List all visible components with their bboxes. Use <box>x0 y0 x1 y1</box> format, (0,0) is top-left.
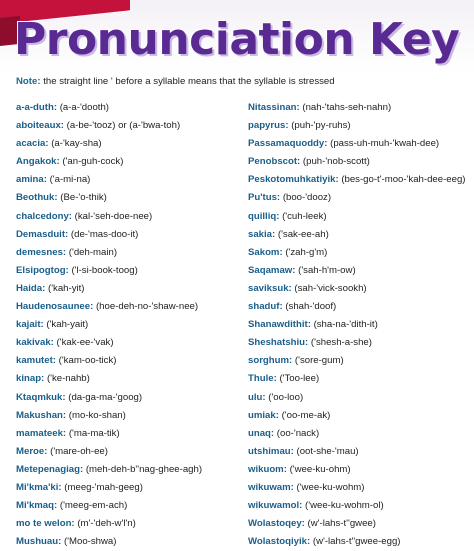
glossary-entry <box>16 226 246 244</box>
glossary-entry <box>16 389 246 407</box>
entry-pronunciation: (pass-uh-muh-'kwah-dee) <box>330 138 440 150</box>
entry-term: Meroe: <box>16 445 48 457</box>
glossary-entry <box>248 461 474 479</box>
entry-pronunciation: (a-a-'dooth) <box>59 102 109 113</box>
entry-term: aboiteaux: <box>16 120 64 132</box>
entry-pronunciation: ('sore-gum) <box>294 355 344 367</box>
entry-term: mamateek: <box>16 427 67 439</box>
entry-pronunciation: (meh-deh-b''nag-ghee-agh) <box>85 463 203 475</box>
entry-term: Angakok: <box>16 156 60 168</box>
glossary-entry <box>248 443 474 461</box>
glossary-entry <box>248 479 474 497</box>
entry-pronunciation: ('kak-ee-'vak) <box>56 337 114 349</box>
entry-term: Peskotomuhkatiyik: <box>248 174 339 186</box>
entry-pronunciation: (a-'kay-sha) <box>51 138 102 150</box>
entry-term: Haudenosaunee: <box>16 301 94 313</box>
entry-pronunciation: (oo-'nack) <box>276 427 320 439</box>
entry-term: umiak: <box>248 409 279 421</box>
entry-pronunciation: (w'-lahs-t''gwee-egg) <box>312 536 401 548</box>
glossary-entry <box>248 171 474 189</box>
entry-pronunciation: ('meeg-em-ach) <box>59 500 128 512</box>
glossary-entry <box>248 298 474 316</box>
entry-pronunciation: ('cuh-leek) <box>282 210 327 222</box>
glossary-entry <box>248 262 474 280</box>
entry-term: Shanawdithit: <box>248 319 311 331</box>
glossary-entry <box>16 316 246 334</box>
entry-term: mo te welon: <box>16 518 75 530</box>
entry-pronunciation: (nah-'tahs-seh-nahn) <box>302 102 392 113</box>
entry-term: wikuwam: <box>248 481 294 493</box>
entry-term: Wolastoqey: <box>248 518 305 530</box>
entry-term: papyrus: <box>248 120 289 132</box>
entry-term: saviksuk: <box>248 282 292 294</box>
entry-pronunciation: (w'-lahs-t''gwee) <box>307 518 376 530</box>
entry-pronunciation: ('an-guh-cock) <box>62 156 124 168</box>
entry-term: Beothuk: <box>16 192 58 204</box>
entry-term: Demasduit: <box>16 228 69 240</box>
entry-pronunciation: (da-ga-ma-'goog) <box>68 391 143 403</box>
glossary-entry <box>248 153 474 171</box>
note-text: the straight line ' before a syllable means that the syllable is stressed <box>43 76 335 87</box>
glossary-entry <box>16 298 246 316</box>
entry-term: shaduf: <box>248 301 283 313</box>
entry-term: wikuom: <box>248 463 287 475</box>
glossary-entry <box>248 515 474 533</box>
entry-pronunciation: ('oo-me-ak) <box>281 409 331 421</box>
glossary-entry <box>248 425 474 443</box>
page-title: Pronunciation Key <box>14 14 460 65</box>
glossary-entry <box>16 262 246 280</box>
entry-pronunciation: (a-be-'tooz) or (a-'bwa-toh) <box>66 120 181 132</box>
glossary-entry <box>16 117 246 135</box>
glossary-entry <box>16 135 246 153</box>
glossary-entry <box>248 407 474 425</box>
entry-term: a-a-duth: <box>16 102 58 113</box>
glossary-entry <box>248 117 474 135</box>
entry-term: Sheshatshiu: <box>248 337 309 349</box>
entry-pronunciation: ('deh-main) <box>68 246 118 258</box>
glossary-entry <box>248 334 474 352</box>
glossary-entry <box>248 135 474 153</box>
entry-pronunciation: (de-'mas-doo-it) <box>70 228 139 240</box>
entry-term: Saqamaw: <box>248 264 296 276</box>
entry-term: quilliq: <box>248 210 280 222</box>
entry-pronunciation: ('Moo-shwa) <box>63 536 117 548</box>
entry-term: Mi'kmaq: <box>16 500 58 512</box>
entry-pronunciation: ('sah-h'm-ow) <box>298 264 356 276</box>
entry-term: Ktaqmkuk: <box>16 391 66 403</box>
entry-pronunciation: ('oo-loo) <box>268 391 304 403</box>
glossary-entry <box>16 479 246 497</box>
entry-term: utshimau: <box>248 445 294 457</box>
entry-pronunciation: (bes-go-t'-moo-'kah-dee-eeg) <box>341 174 466 186</box>
glossary-entry <box>16 533 246 551</box>
glossary-entry <box>248 99 474 117</box>
entry-term: Haida: <box>16 282 46 294</box>
entry-pronunciation: (sah-'vick-sookh) <box>294 282 367 294</box>
entry-term: sorghum: <box>248 355 293 367</box>
glossary-entry <box>16 280 246 298</box>
glossary-entry <box>248 352 474 370</box>
entry-term: Pu'tus: <box>248 192 281 204</box>
entry-term: ulu: <box>248 391 266 403</box>
entry-pronunciation: ('l-si-book-toog) <box>71 264 138 276</box>
right-column <box>248 99 474 551</box>
glossary-entry <box>248 533 474 551</box>
entry-term: Penobscot: <box>248 156 301 168</box>
entry-term: Mi'kma'ki: <box>16 481 62 493</box>
glossary-entry <box>16 425 246 443</box>
entry-term: Metepenagiag: <box>16 463 84 475</box>
entry-pronunciation: (puh-'nob-scott) <box>302 156 370 168</box>
entry-term: Passamaquoddy: <box>248 138 328 150</box>
glossary-entry <box>16 208 246 226</box>
note-label: Note: <box>16 76 41 87</box>
glossary-entry <box>16 352 246 370</box>
glossary-entry <box>248 370 474 388</box>
entry-pronunciation: (meeg-'mah-geeg) <box>64 481 143 493</box>
entry-pronunciation: (Be-'o-thik) <box>60 192 107 204</box>
entry-term: Sakom: <box>248 246 283 258</box>
title-banner <box>0 0 474 72</box>
entry-pronunciation: (kal-'seh-doe-nee) <box>74 210 153 222</box>
glossary-entry <box>16 407 246 425</box>
glossary-entry <box>16 370 246 388</box>
glossary-entry <box>16 189 246 207</box>
glossary-entry <box>16 244 246 262</box>
entry-term: kajait: <box>16 319 44 331</box>
entry-term: sakia: <box>248 228 276 240</box>
glossary-entry <box>248 497 474 515</box>
entry-pronunciation: ('zah-g'm) <box>285 246 328 258</box>
stress-note <box>16 76 461 87</box>
entry-pronunciation: (puh-'py-ruhs) <box>291 120 351 132</box>
glossary-entry <box>248 226 474 244</box>
entry-pronunciation: (shah-'doof) <box>285 301 337 313</box>
entry-term: Elsipogtog: <box>16 264 69 276</box>
entry-pronunciation: ('kah-yait) <box>46 319 89 331</box>
entry-pronunciation: (sha-na-'dith-it) <box>313 319 378 331</box>
entry-pronunciation: ('kah-yit) <box>48 282 85 294</box>
entry-term: Thule: <box>248 373 277 385</box>
entry-term: Nitassinan: <box>248 102 300 113</box>
glossary-entry <box>16 461 246 479</box>
glossary-entry <box>248 189 474 207</box>
entry-pronunciation: (mo-ko-shan) <box>68 409 126 421</box>
glossary-entry <box>16 443 246 461</box>
glossary-entry <box>16 334 246 352</box>
entry-pronunciation: (hoe-deh-no-'shaw-nee) <box>95 301 199 313</box>
entry-pronunciation: ('wee-ku-wohm) <box>296 481 365 493</box>
glossary-entry <box>248 208 474 226</box>
left-column <box>16 99 246 551</box>
glossary-entry <box>248 244 474 262</box>
entry-term: kakivak: <box>16 337 54 349</box>
entry-pronunciation: ('kam-oo-tick) <box>58 355 117 367</box>
entry-pronunciation: ('Too-lee) <box>279 373 320 385</box>
entry-pronunciation: ('sak-ee-ah) <box>277 228 329 240</box>
glossary-entry <box>16 99 246 117</box>
entry-pronunciation: (m'-'deh-w'l'n) <box>77 518 136 530</box>
entry-pronunciation: ('shesh-a-she) <box>310 337 372 349</box>
entry-pronunciation: (oot-she-'mau) <box>296 445 359 457</box>
glossary-entry <box>16 515 246 533</box>
entry-term: Mushuau: <box>16 536 62 548</box>
entry-term: Makushan: <box>16 409 67 421</box>
entry-pronunciation: ('ma-ma-tik) <box>68 427 120 439</box>
entry-term: kamutet: <box>16 355 56 367</box>
entry-pronunciation: ('wee-ku-ohm) <box>289 463 351 475</box>
entry-pronunciation: (boo-'dooz) <box>282 192 332 204</box>
entry-term: acacia: <box>16 138 49 150</box>
glossary-entry <box>248 280 474 298</box>
entry-term: chalcedony: <box>16 210 72 222</box>
entry-term: Wolastoqiyik: <box>248 536 311 548</box>
entry-pronunciation: ('ke-nahb) <box>46 373 90 385</box>
entry-pronunciation: ('a-mi-na) <box>49 174 91 186</box>
glossary-entry <box>16 497 246 515</box>
entry-term: unaq: <box>248 427 275 439</box>
entry-term: wikuwamol: <box>248 500 303 512</box>
entry-term: demesnes: <box>16 246 67 258</box>
entry-pronunciation: ('wee-ku-wohm-ol) <box>305 500 384 512</box>
entry-pronunciation: ('mare-oh-ee) <box>50 445 108 457</box>
glossary-entry <box>16 171 246 189</box>
glossary-entry <box>16 153 246 171</box>
entry-term: amina: <box>16 174 47 186</box>
glossary-entry <box>248 316 474 334</box>
glossary-entry <box>248 389 474 407</box>
entry-term: kinap: <box>16 373 45 385</box>
